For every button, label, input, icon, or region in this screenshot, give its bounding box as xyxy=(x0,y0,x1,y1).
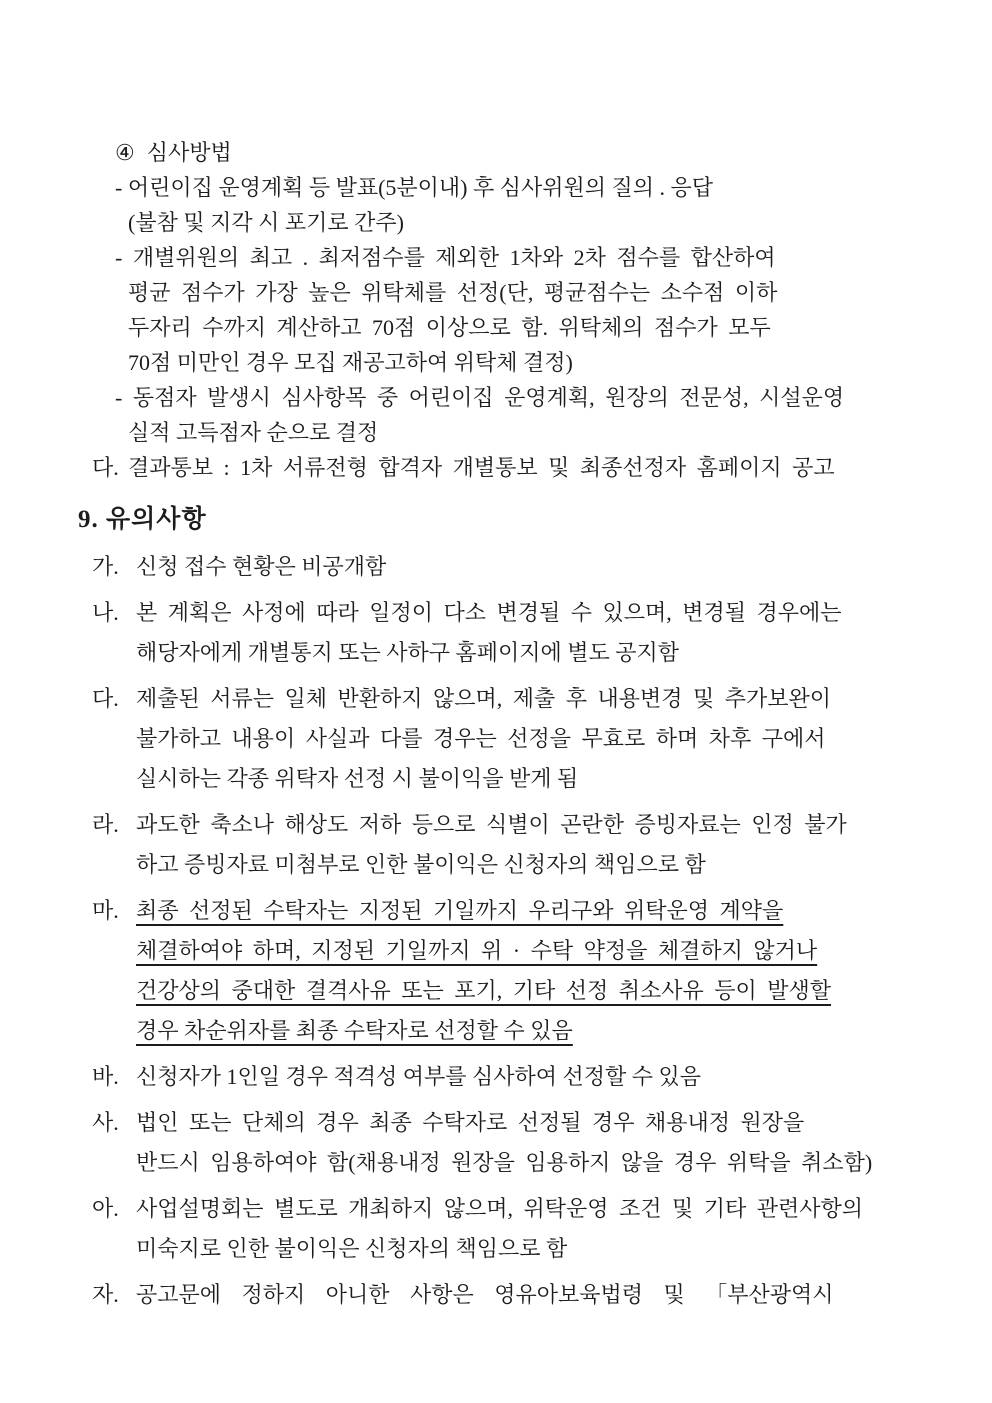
note-line-underlined: 경우 차순위자를 최종 수탁자로 선정할 수 있음 xyxy=(136,1018,573,1043)
note-item-text-underlined: 최종 선정된 수탁자는 지정된 기일까지 우리구와 위탁운영 계약을 xyxy=(136,898,784,923)
review-method-heading xyxy=(0,135,932,170)
note-item-text: 제출된 서류는 일체 반환하지 않으며, 제출 후 내용변경 및 추가보완이 xyxy=(136,686,832,711)
result-notice-text: 결과통보 : 1차 서류전형 합격자 개별통보 및 최종선정자 홈페이지 공고 xyxy=(128,455,835,480)
note-line: 미숙지로 인한 불이익은 신청자의 책임으로 함 xyxy=(136,1236,568,1261)
result-notice-label: 다. xyxy=(92,455,119,480)
note-line xyxy=(0,679,932,719)
note-line xyxy=(0,593,932,633)
note-line: 해당자에게 개별통지 또는 사하구 홈페이지에 별도 공지함 xyxy=(136,640,680,665)
review-bullet1-line2: (불참 및 지각 시 포기로 간주) xyxy=(128,210,404,235)
note-item-text: 신청 접수 현황은 비공개함 xyxy=(136,554,387,579)
note-item-label: 자. xyxy=(92,1282,119,1307)
note-item-da xyxy=(0,679,992,799)
note-line xyxy=(0,1057,932,1097)
note-item-label: 마. xyxy=(92,898,119,923)
note-item-label: 라. xyxy=(92,812,119,837)
note-item-ga xyxy=(0,547,992,587)
circled-number-4-marker: ④ xyxy=(115,140,135,165)
note-item-label: 사. xyxy=(92,1110,119,1135)
note-item-sa xyxy=(0,1103,992,1183)
note-item-ma xyxy=(0,891,992,1051)
note-item-a xyxy=(0,1189,992,1269)
note-item-label: 바. xyxy=(92,1064,119,1089)
section-notes xyxy=(0,499,992,1315)
note-item-text: 신청자가 1인일 경우 적격성 여부를 심사하여 선정할 수 있음 xyxy=(136,1064,702,1089)
note-line: 하고 증빙자료 미첨부로 인한 불이익은 신청자의 책임으로 함 xyxy=(136,852,706,877)
note-item-text: 사업설명회는 별도로 개최하지 않으며, 위탁운영 조건 및 기타 관련사항의 xyxy=(136,1196,864,1221)
review-bullet2-line4: 70점 미만인 경우 모집 재공고하여 위탁체 결정) xyxy=(128,350,573,375)
review-bullet1-line1: - 어린이집 운영계획 등 발표(5분이내) 후 심사위원의 질의 . 응답 xyxy=(115,175,714,200)
section-review-method xyxy=(0,0,992,485)
note-line xyxy=(0,891,932,931)
note-line-underlined: 건강상의 중대한 결격사유 또는 포기, 기타 선정 취소사유 등이 발생할 xyxy=(136,978,832,1003)
note-item-ja xyxy=(0,1275,992,1315)
note-item-label: 아. xyxy=(92,1196,119,1221)
note-line: 실시하는 각종 위탁자 선정 시 불이익을 받게 됨 xyxy=(136,766,579,791)
review-bullet2-line3: 두자리 수까지 계산하고 70점 이상으로 함. 위탁체의 점수가 모두 xyxy=(128,315,771,340)
review-bullet2-line1: - 개별위원의 최고 . 최저점수를 제외한 1차와 2차 점수를 합산하여 xyxy=(115,245,776,270)
note-item-text: 법인 또는 단체의 경우 최종 수탁자로 선정될 경우 채용내정 원장을 xyxy=(136,1110,805,1135)
note-item-label: 다. xyxy=(92,686,119,711)
note-line: 반드시 임용하여야 함(채용내정 원장을 임용하지 않을 경우 위탁을 취소함) xyxy=(136,1150,873,1175)
note-line xyxy=(0,1189,932,1229)
note-line-underlined: 체결하여야 하며, 지정된 기일까지 위 · 수탁 약정을 체결하지 않거나 xyxy=(136,938,818,963)
review-bullet2-line2: 평균 점수가 가장 높은 위탁체를 선정(단, 평균점수는 소수점 이하 xyxy=(128,280,778,305)
note-item-ra xyxy=(0,805,992,885)
review-bullet3-line1: - 동점자 발생시 심사항목 중 어린이집 운영계획, 원장의 전문성, 시설운영 xyxy=(115,385,845,410)
note-line xyxy=(0,1275,932,1315)
note-line xyxy=(0,547,932,587)
note-item-text: 본 계획은 사정에 따라 일정이 다소 변경될 수 있으며, 변경될 경우에는 xyxy=(136,600,842,625)
result-notice-line xyxy=(0,450,932,485)
note-item-na xyxy=(0,593,992,673)
note-item-label: 나. xyxy=(92,600,119,625)
note-item-label: 가. xyxy=(92,554,119,579)
note-item-text: 공고문에 정하지 아니한 사항은 영유아보육법령 및 「부산광역시 xyxy=(136,1282,834,1307)
section-notes-heading: 9. 유의사항 xyxy=(78,506,207,533)
note-item-ba xyxy=(0,1057,992,1097)
note-line xyxy=(0,805,932,845)
review-method-title: 심사방법 xyxy=(146,140,232,165)
review-bullet3-line2: 실적 고득점자 순으로 결정 xyxy=(128,420,379,445)
note-item-text: 과도한 축소나 해상도 저하 등으로 식별이 곤란한 증빙자료는 인정 불가 xyxy=(136,812,847,837)
note-line xyxy=(0,1103,932,1143)
note-line: 불가하고 내용이 사실과 다를 경우는 선정을 무효로 하며 차후 구에서 xyxy=(136,726,826,751)
